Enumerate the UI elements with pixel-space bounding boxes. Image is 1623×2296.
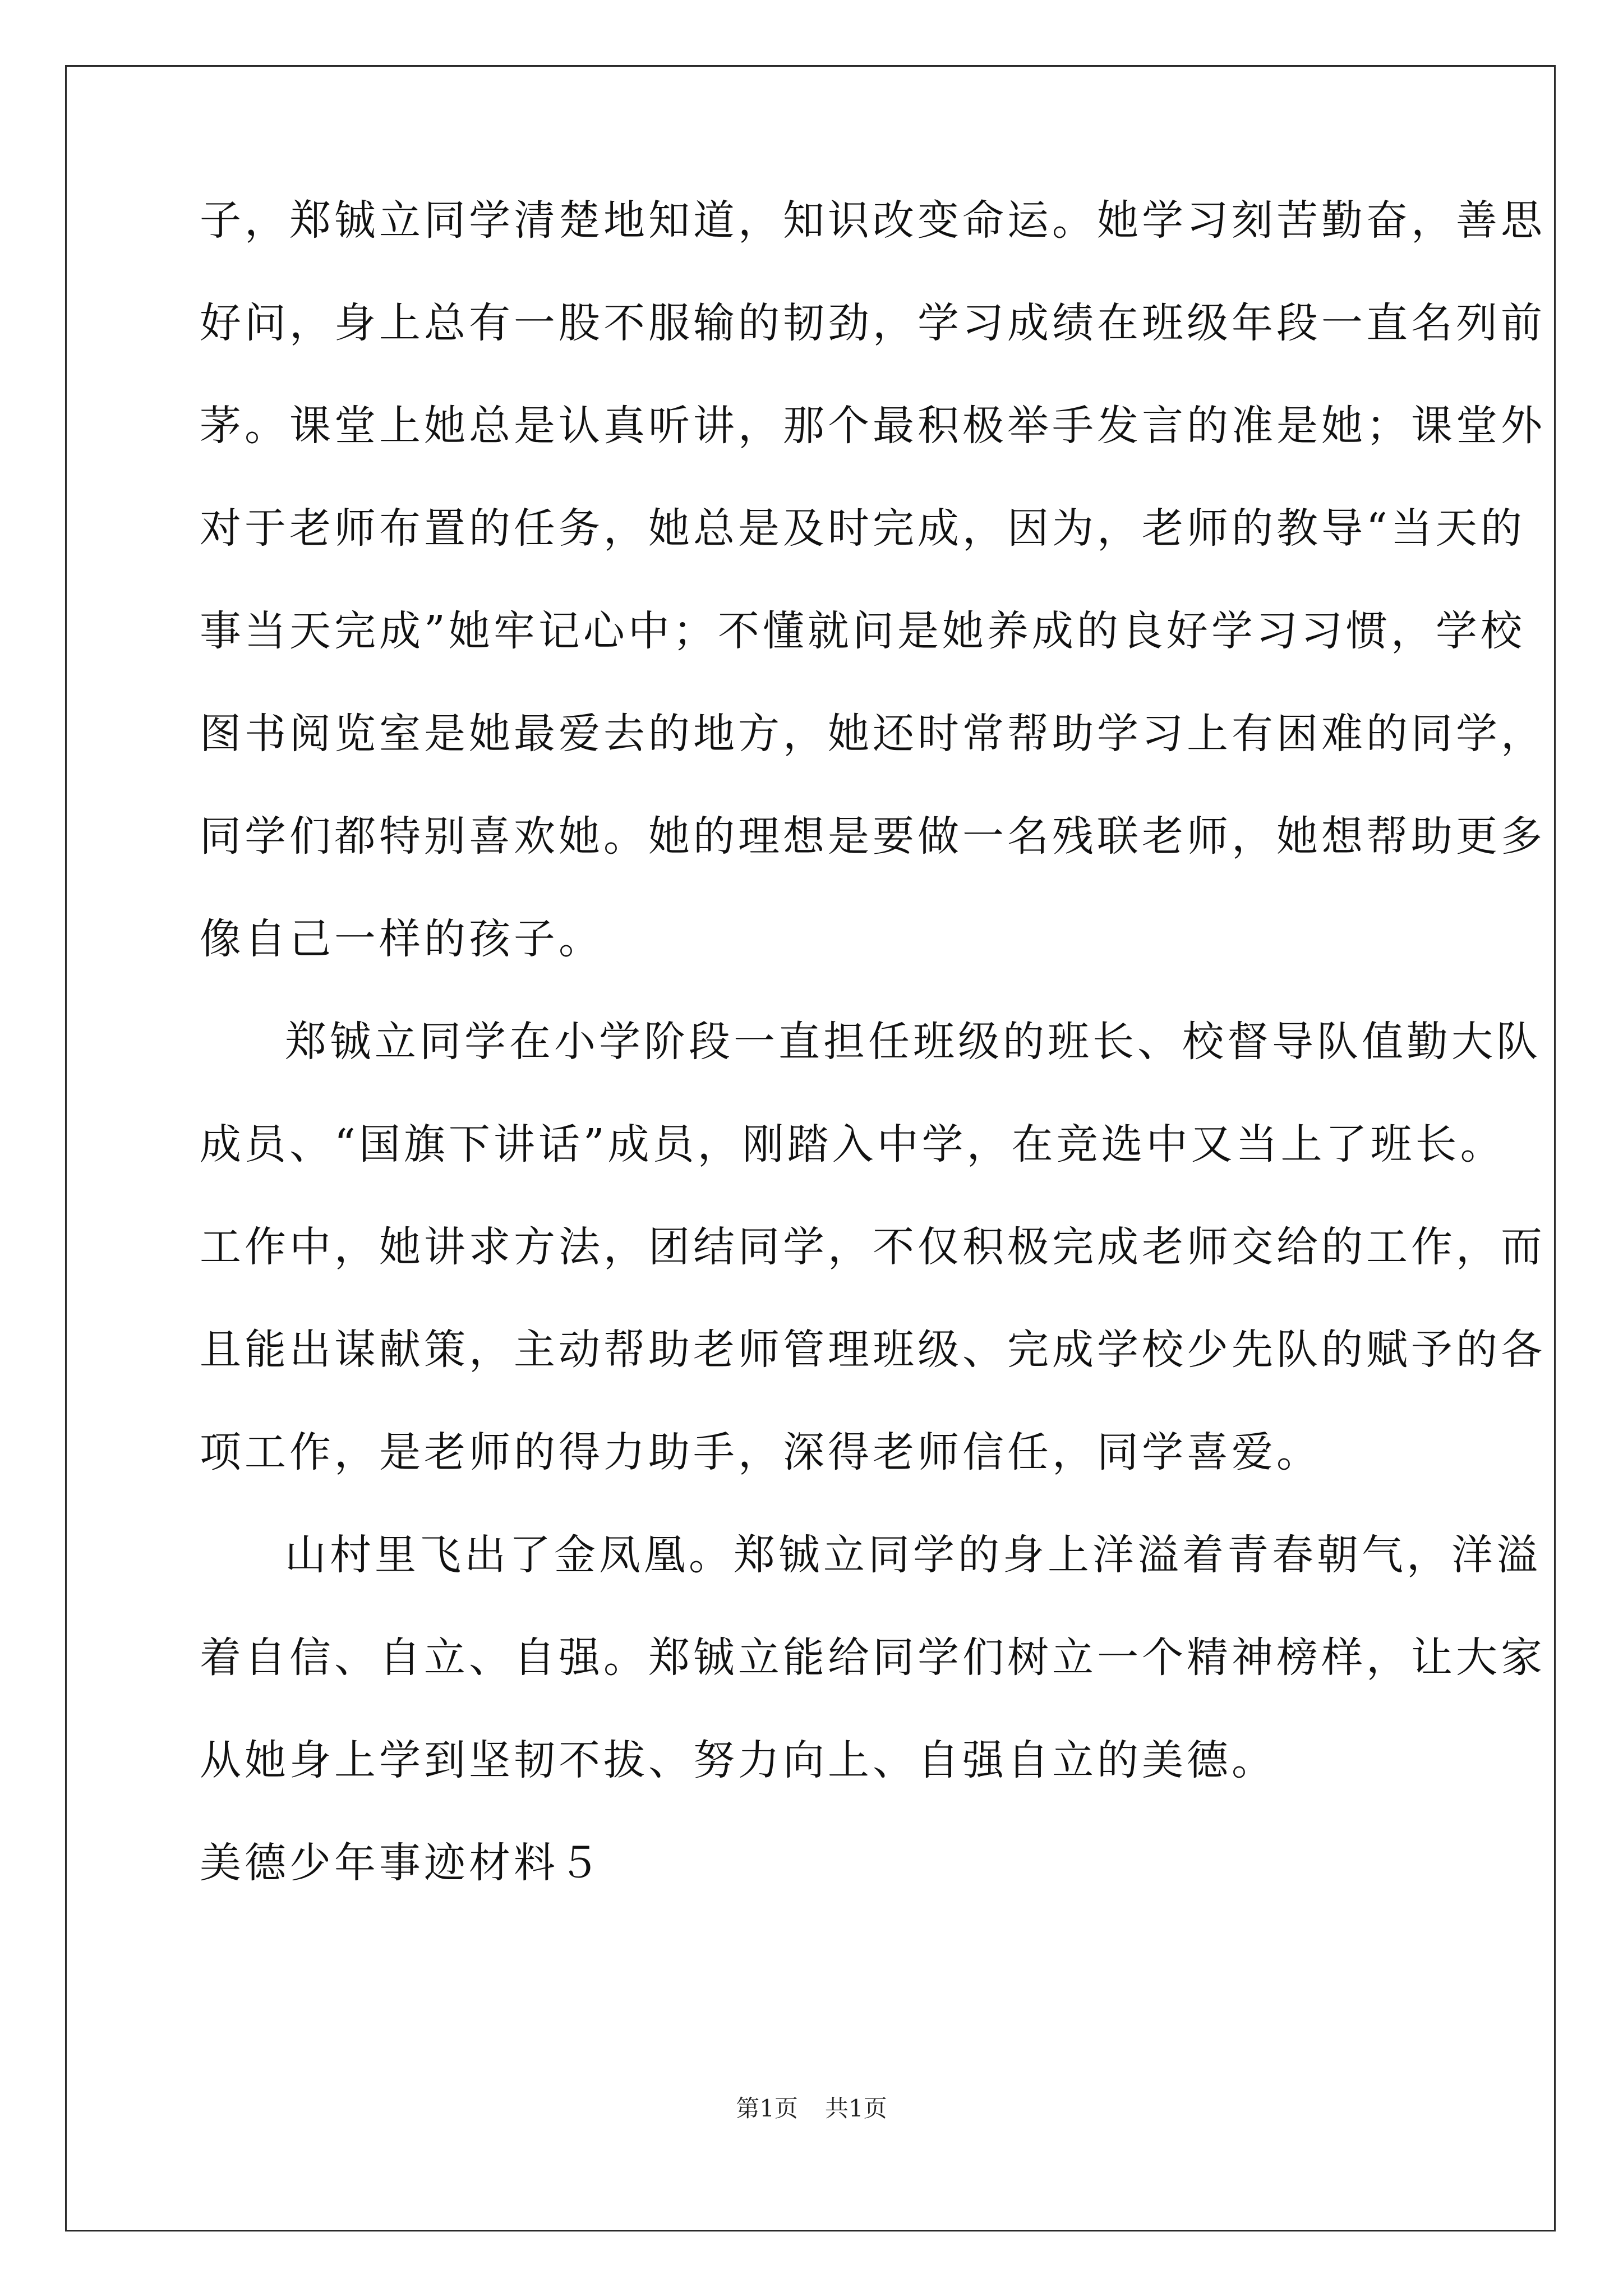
paragraph-line: 子，郑铖立同学清楚地知道，知识改变命运。她学习刻苦勤奋，善思: [200, 196, 1546, 245]
page-footer: [0, 2097, 1623, 2120]
paragraph-line: 好问，身上总有一股不服输的韧劲，学习成绩在班级年段一直名列前: [200, 299, 1546, 347]
paragraph-line: 山村里飞出了金凤凰。郑铖立同学的身上洋溢着青春朝气，洋溢: [285, 1531, 1541, 1579]
paragraph-line: 从她身上学到坚韧不拔、努力向上、自强自立的美德。: [200, 1736, 1276, 1784]
paragraph-line: 且能出谋献策，主动帮助老师管理班级、完成学校少先队的赋予的各: [200, 1326, 1546, 1374]
paragraph-line: 着自信、自立、自强。郑铖立能给同学们树立一个精神榜样，让大家: [200, 1634, 1546, 1682]
page-total: 共1页: [825, 2095, 887, 2122]
paragraph-line: 工作中，她讲求方法，团结同学，不仅积极完成老师交给的工作，而: [200, 1223, 1546, 1271]
paragraph-line: 对于老师布置的任务，她总是及时完成，因为，老师的教导“当天的: [200, 504, 1525, 553]
paragraph-line: 茅。课堂上她总是认真听讲，那个最积极举手发言的准是她；课堂外: [200, 402, 1546, 450]
paragraph-line: 项工作，是老师的得力助手，深得老师信任，同学喜爱。: [200, 1428, 1321, 1476]
paragraph-line: 事当天完成”她牢记心中；不懂就问是她养成的良好学习习惯，学校: [200, 607, 1525, 655]
paragraph-2: [200, 1018, 1546, 1476]
paragraph-3: [200, 1531, 1546, 1784]
paragraph-line: 像自己一样的孩子。: [200, 915, 603, 963]
paragraph-1: [200, 196, 1546, 963]
paragraph-line: 图书阅览室是她最爱去的地方，她还时常帮助学习上有困难的同学，: [200, 710, 1546, 758]
page-number: 第1页: [736, 2095, 798, 2122]
document-body: [200, 196, 1546, 1887]
paragraph-line: 成员、“国旗下讲话”成员，刚踏入中学，在竞选中又当上了班长。: [200, 1120, 1505, 1168]
paragraph-line: 同学们都特别喜欢她。她的理想是要做一名残联老师，她想帮助更多: [200, 812, 1546, 861]
paragraph-line: 郑铖立同学在小学阶段一直担任班级的班长、校督导队值勤大队: [285, 1018, 1541, 1066]
section-heading: 美德少年事迹材料５: [200, 1839, 603, 1887]
